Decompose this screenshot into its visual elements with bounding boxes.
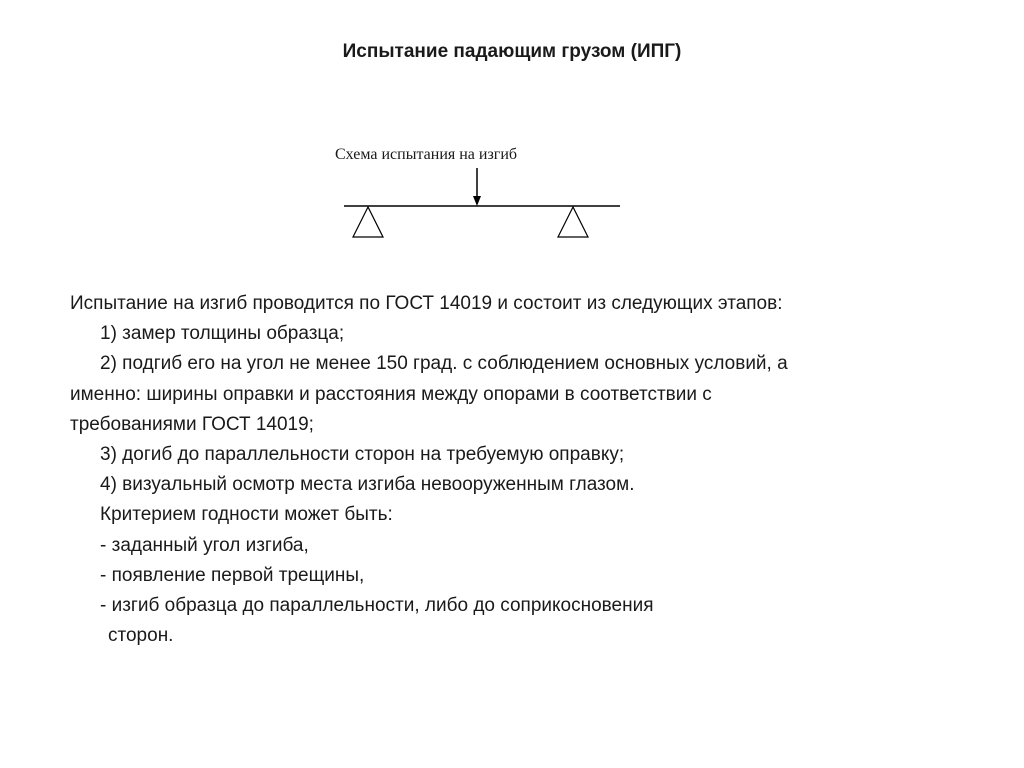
step-2: 2) подгиб его на угол не менее 150 град. с соблюдением основных условий, а [100,353,788,375]
step-4: 4) визуальный осмотр места изгиба невооруженным глазом. [100,474,635,496]
slide-title: Испытание падающим грузом (ИПГ) [342,41,682,62]
body-text [70,289,970,651]
step-1: 1) замер толщины образца; [100,323,345,345]
criterion-item: - заданный угол изгиба, [100,534,309,556]
step-3: 3) догиб до параллельности сторон на требуемую оправку; [100,444,625,466]
criterion-item-continuation: сторон. [108,625,174,647]
left-support [353,207,383,237]
right-support [558,207,588,237]
scheme-caption: Схема испытания на изгиб [335,146,518,163]
criterion-item: - появление первой трещины, [100,564,365,586]
step-2-continuation: требованиями ГОСТ 14019; [70,413,314,435]
intro-line: Испытание на изгиб проводится по ГОСТ 14019 и состоит из следующих этапов: [70,293,783,314]
criteria-heading: Критерием годности может быть: [100,504,393,526]
criterion-item: - изгиб образца до параллельности, либо до соприкосновения [100,595,654,617]
load-arrow-head [473,196,481,206]
step-2-continuation: именно: ширины оправки и расстояния между опорами в соответствии с [70,383,712,405]
